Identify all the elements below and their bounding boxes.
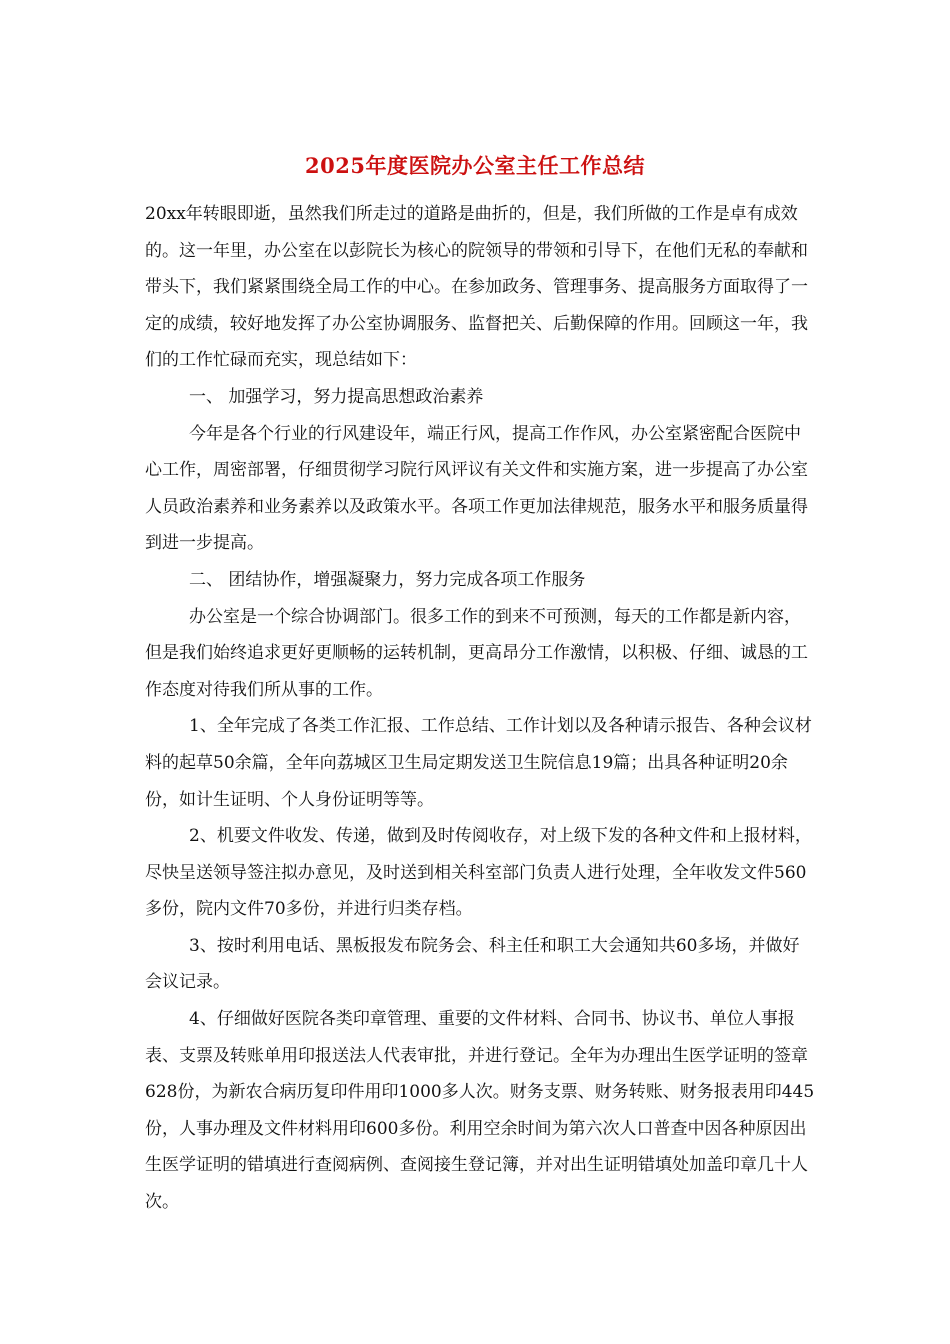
list-item-1: 1、全年完成了各类工作汇报、工作总结、工作计划以及各种请示报告、各种会议材料的起草50余篇，全年向荔城区卫生局定期发送卫生院信息19篇；出具各种证明20余份，如计生证明、个人身份证明等等。 xyxy=(145,716,812,810)
document-title: 2025年度医院办公室主任工作总结 xyxy=(305,153,645,178)
intro-paragraph: 20xx年转眼即逝，虽然我们所走过的道路是曲折的，但是，我们所做的工作是卓有成效的。这一年里，办公室在以彭院长为核心的院领导的带领和引导下，在他们无私的奉献和带头下，我们紧紧围绕全局工作的中心。在参加政务、管理事务、提高服务方面取得了一定的成绩，较好地发挥了办公室协调服务、监督把关、后勤保障的作用。回顾这一年，我们的工作忙碌而充实，现总结如下： xyxy=(145,204,808,371)
section-heading-1: 一、 加强学习，努力提高思想政治素养 xyxy=(189,386,484,407)
section-heading-2: 二、 团结协作，增强凝聚力，努力完成各项工作服务 xyxy=(189,569,586,590)
list-item-4: 4、仔细做好医院各类印章管理、重要的文件材料、合同书、协议书、单位人事报表、支票及转账单用印报送法人代表审批，并进行登记。全年为办理出生医学证明的签章628份，为新农合病历复印件用印1000多人次。财务支票、财务转账、财务报表用印445份，人事办理及文件材料用印600多份。利用空余时间为第六次人口普查中因各种原因出生医学证明的错填进行查阅病例、查阅接生登记簿，并对出生证明错填处加盖印章几十人次。 xyxy=(145,1009,815,1213)
list-item-3: 3、按时利用电话、黑板报发布院务会、科主任和职工大会通知共60多场，并做好会议记录。 xyxy=(145,935,800,993)
list-item-2: 2、机要文件收发、传递，做到及时传阅收存，对上级下发的各种文件和上报材料，尽快呈送领导签注拟办意见，及时送到相关科室部门负责人进行处理，全年收发文件560多份，院内文件70多份，并进行归类存档。 xyxy=(145,826,812,920)
section-paragraph-2: 办公室是一个综合协调部门。很多工作的到来不可预测，每天的工作都是新内容，但是我们始终追求更好更顺畅的运转机制，更高昂分工作激情，以积极、仔细、诚恳的工作态度对待我们所从事的工作。 xyxy=(145,606,808,700)
document-body xyxy=(145,196,815,1221)
section-paragraph-1: 今年是各个行业的行风建设年，端正行风，提高工作作风，办公室紧密配合医院中心工作，周密部署，仔细贯彻学习院行风评议有关文件和实施方案，进一步提高了办公室人员政治素养和业务素养以及政策水平。各项工作更加法律规范，服务水平和服务质量得到进一步提高。 xyxy=(145,423,808,554)
